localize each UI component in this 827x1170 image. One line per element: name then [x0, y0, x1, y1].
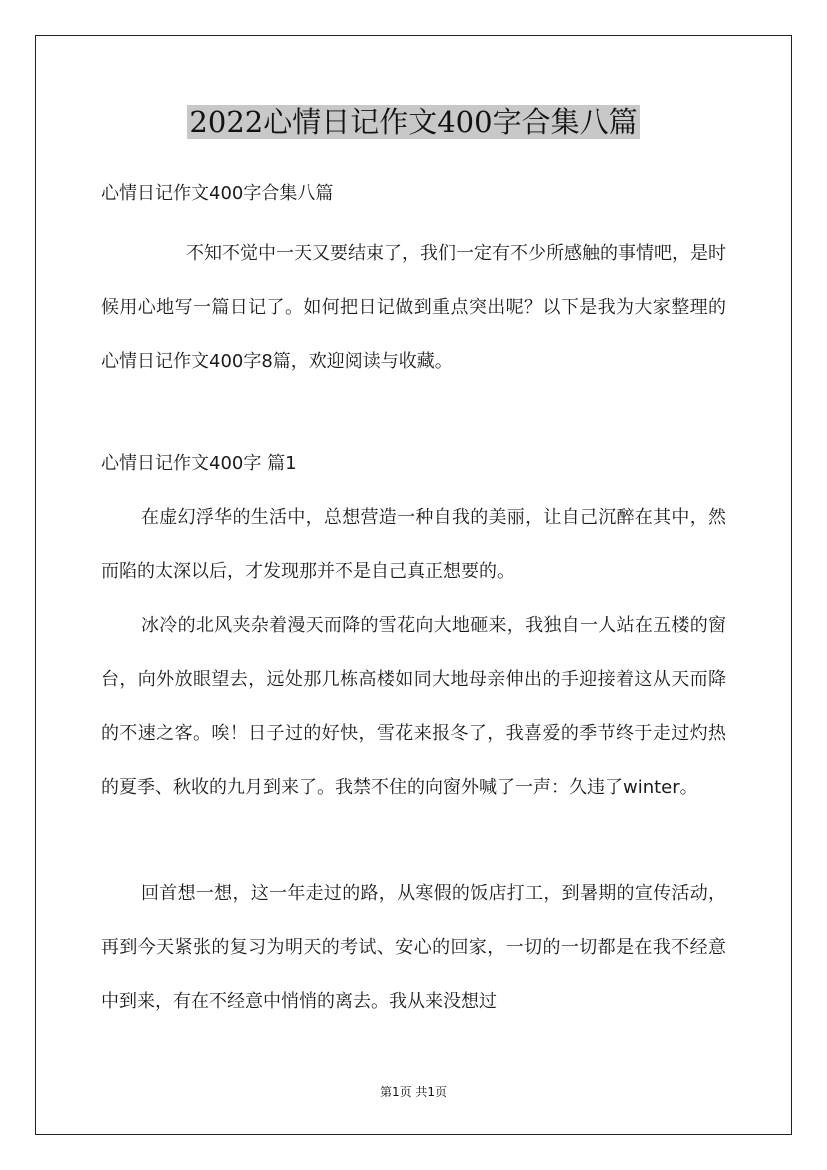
- intro-paragraph: 不知不觉中一天又要结束了，我们一定有不少所感触的事情吧，是时候用心地写一篇日记了。如何把日记做到重点突出呢？以下是我为大家整理的心情日记作文400字8篇，欢迎阅读与收藏。: [101, 243, 726, 372]
- document-title-text: 2022心情日记作文400字合集八篇: [189, 105, 638, 139]
- section-heading: 心情日记作文400字 篇1: [101, 453, 297, 474]
- body-paragraph-2: 冰冷的北风夹杂着漫天而降的雪花向大地砸来，我独自一人站在五楼的窗台，向外放眼望去，远处那几栋高楼如同大地母亲伸出的手迎接着这从天而降的不速之客。唉！日子过的好快，雪花来报冬了，我喜爱的季节终于走过灼热的夏季、秋收的九月到来了。我禁不住的向窗外喊了一声：久违了winter。: [101, 615, 726, 798]
- document-title: [0, 100, 827, 144]
- document-subtitle: 心情日记作文400字合集八篇: [101, 183, 334, 204]
- page-footer: 第1页 共1页: [379, 1085, 448, 1099]
- body-paragraph-3: 回首想一想，这一年走过的路，从寒假的饭店打工，到暑期的宣传活动，再到今天紧张的复习为明天的考试、安心的回家，一切的一切都是在我不经意中到来，有在不经意中悄悄的离去。我从来没想过: [101, 883, 726, 1012]
- body-paragraph-1: 在虚幻浮华的生活中，总想营造一种自我的美丽，让自己沉醉在其中，然而陷的太深以后，才发现那并不是自己真正想要的。: [101, 507, 726, 582]
